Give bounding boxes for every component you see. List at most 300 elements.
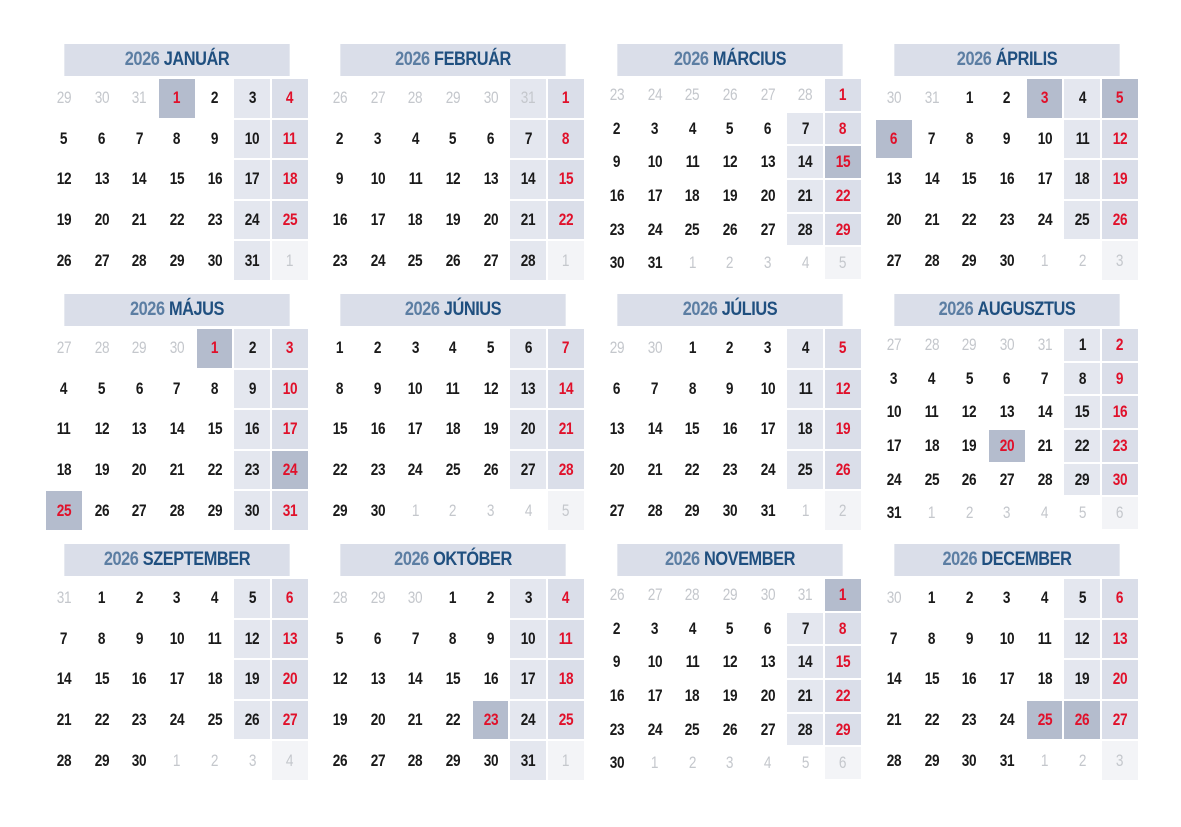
- week-row: [46, 620, 308, 659]
- day-number: 23: [370, 460, 385, 480]
- day-cell: [197, 660, 233, 699]
- week-row: [322, 579, 584, 618]
- day-number: 8: [927, 628, 936, 648]
- day-number: 15: [962, 169, 977, 189]
- day-number: 28: [169, 500, 185, 520]
- day-number: 21: [886, 710, 902, 730]
- day-number: 25: [408, 250, 423, 270]
- day-number: 11: [798, 378, 813, 398]
- day-number: 26: [332, 750, 348, 770]
- day-cell: [548, 120, 584, 159]
- day-cell: [159, 120, 195, 159]
- day-cell: [712, 680, 748, 712]
- day-number: 25: [558, 710, 574, 730]
- day-cell: [914, 120, 950, 159]
- month-6: [322, 294, 584, 532]
- week-row: [322, 701, 584, 740]
- day-cell: [876, 464, 912, 496]
- day-cell: [397, 410, 433, 449]
- day-cell: [360, 741, 396, 780]
- day-cell: [84, 741, 120, 780]
- day-cell: [272, 241, 308, 280]
- day-number: 19: [1112, 169, 1128, 189]
- day-cell: [1027, 329, 1063, 361]
- day-number: 30: [207, 250, 222, 270]
- day-cell: [787, 146, 823, 178]
- day-number: 6: [890, 128, 898, 148]
- day-cell: [989, 201, 1025, 240]
- day-cell: [674, 747, 710, 779]
- day-cell: [121, 160, 157, 199]
- day-number: 12: [722, 152, 738, 172]
- day-cell: [46, 120, 82, 159]
- day-cell: [397, 160, 433, 199]
- day-number: 27: [370, 88, 385, 108]
- day-number: 4: [562, 588, 570, 608]
- day-number: 1: [211, 338, 219, 358]
- day-number: 1: [801, 500, 809, 520]
- day-number: 22: [835, 685, 851, 705]
- day-number: 22: [924, 710, 939, 730]
- day-number: 28: [558, 460, 574, 480]
- day-number: 2: [613, 618, 621, 638]
- day-number: 21: [408, 710, 423, 730]
- day-cell: [435, 120, 471, 159]
- month-name: OKTÓBER: [433, 549, 512, 570]
- day-number: 14: [886, 669, 902, 689]
- day-number: 28: [685, 584, 700, 604]
- day-cell: [1064, 464, 1100, 496]
- day-cell: [435, 660, 471, 699]
- day-cell: [1064, 120, 1100, 159]
- day-cell: [159, 579, 195, 618]
- week-row: [876, 701, 1138, 740]
- day-number: 4: [60, 378, 68, 398]
- day-cell: [1064, 396, 1100, 428]
- day-number: 31: [760, 500, 775, 520]
- day-cell: [121, 579, 157, 618]
- day-cell: [473, 660, 509, 699]
- day-number: 15: [558, 169, 574, 189]
- day-number: 30: [1112, 469, 1128, 489]
- day-cell: [1102, 201, 1138, 240]
- day-cell: [397, 660, 433, 699]
- day-number: 19: [332, 710, 348, 730]
- day-cell: [1027, 430, 1063, 462]
- day-cell: [951, 620, 987, 659]
- day-number: 13: [886, 169, 902, 189]
- day-number: 15: [207, 419, 222, 439]
- day-cell: [951, 741, 987, 780]
- day-number: 30: [886, 588, 902, 608]
- day-number: 7: [524, 128, 532, 148]
- month-grid: [322, 79, 584, 280]
- day-cell: [787, 579, 823, 611]
- day-number: 30: [483, 750, 498, 770]
- day-cell: [121, 451, 157, 490]
- day-number: 7: [801, 618, 809, 638]
- month-header: [894, 294, 1119, 326]
- day-number: 15: [445, 669, 461, 689]
- day-cell: [510, 451, 546, 490]
- day-number: 31: [521, 88, 536, 108]
- day-number: 4: [411, 128, 419, 148]
- day-number: 4: [1078, 88, 1086, 108]
- day-cell: [712, 410, 748, 449]
- day-cell: [272, 120, 308, 159]
- day-number: 9: [135, 628, 143, 648]
- month-name: ÁPRILIS: [995, 49, 1058, 70]
- day-cell: [1102, 430, 1138, 462]
- day-cell: [548, 579, 584, 618]
- day-cell: [825, 613, 861, 645]
- day-cell: [599, 410, 635, 449]
- day-cell: [787, 747, 823, 779]
- day-number: 6: [764, 618, 772, 638]
- day-cell: [234, 241, 270, 280]
- day-number: 17: [999, 669, 1015, 689]
- day-cell: [750, 146, 786, 178]
- day-number: 17: [245, 169, 260, 189]
- day-number: 5: [726, 118, 734, 138]
- day-number: 29: [169, 250, 185, 270]
- day-cell: [46, 410, 82, 449]
- day-cell: [121, 660, 157, 699]
- month-name: NOVEMBER: [703, 549, 795, 570]
- day-number: 25: [798, 460, 813, 480]
- week-row: [46, 451, 308, 490]
- day-cell: [121, 620, 157, 659]
- day-cell: [989, 363, 1025, 395]
- day-number: 16: [962, 669, 977, 689]
- day-cell: [637, 214, 673, 246]
- day-cell: [876, 579, 912, 618]
- day-cell: [750, 113, 786, 145]
- day-cell: [272, 451, 308, 490]
- day-number: 27: [886, 250, 902, 270]
- day-cell: [473, 741, 509, 780]
- month-grid: [46, 329, 308, 530]
- week-row: [46, 241, 308, 280]
- day-cell: [637, 180, 673, 212]
- day-number: 20: [999, 435, 1015, 455]
- day-number: 21: [56, 710, 72, 730]
- week-row: [876, 396, 1138, 428]
- day-number: 2: [487, 588, 495, 608]
- day-number: 3: [650, 618, 659, 638]
- day-number: 6: [373, 628, 382, 648]
- day-number: 16: [609, 185, 625, 205]
- day-cell: [599, 613, 635, 645]
- day-number: 15: [924, 669, 939, 689]
- week-row: [876, 464, 1138, 496]
- day-cell: [272, 741, 308, 780]
- day-number: 5: [839, 338, 847, 358]
- day-number: 28: [56, 750, 72, 770]
- day-number: 3: [1116, 250, 1124, 270]
- day-cell: [750, 646, 786, 678]
- day-cell: [914, 741, 950, 780]
- day-cell: [637, 329, 673, 368]
- day-cell: [914, 579, 950, 618]
- day-cell: [825, 146, 861, 178]
- month-grid: [599, 329, 861, 530]
- month-5: [46, 294, 308, 532]
- day-cell: [989, 396, 1025, 428]
- day-number: 4: [1041, 503, 1049, 523]
- day-number: 27: [1112, 710, 1128, 730]
- day-cell: [787, 180, 823, 212]
- day-number: 14: [132, 169, 147, 189]
- day-number: 17: [169, 669, 185, 689]
- month-grid: [322, 329, 584, 530]
- day-cell: [272, 160, 308, 199]
- day-number: 6: [839, 753, 847, 773]
- month-year: 2026: [103, 549, 139, 570]
- day-cell: [674, 370, 710, 409]
- day-cell: [159, 79, 195, 118]
- day-number: 20: [483, 210, 498, 230]
- day-cell: [674, 214, 710, 246]
- day-number: 21: [169, 460, 185, 480]
- month-year: 2026: [124, 49, 160, 70]
- day-number: 2: [613, 118, 621, 138]
- week-row: [599, 180, 861, 212]
- day-number: 25: [924, 469, 939, 489]
- day-cell: [1102, 660, 1138, 699]
- day-cell: [989, 741, 1025, 780]
- month-name: JÚLIUS: [721, 299, 778, 320]
- day-number: 2: [211, 88, 219, 108]
- day-number: 30: [245, 500, 260, 520]
- day-cell: [397, 79, 433, 118]
- day-cell: [712, 613, 748, 645]
- day-number: 11: [283, 128, 297, 148]
- day-number: 1: [173, 88, 181, 108]
- day-number: 5: [248, 588, 256, 608]
- day-cell: [599, 247, 635, 279]
- day-number: 10: [282, 378, 298, 398]
- week-row: [46, 201, 308, 240]
- day-cell: [876, 160, 912, 199]
- day-number: 1: [562, 750, 570, 770]
- day-cell: [234, 370, 270, 409]
- day-number: 13: [282, 628, 298, 648]
- day-cell: [159, 620, 195, 659]
- day-number: 26: [56, 250, 72, 270]
- day-number: 8: [211, 378, 219, 398]
- day-cell: [825, 180, 861, 212]
- day-cell: [548, 451, 584, 490]
- day-number: 4: [211, 588, 219, 608]
- day-number: 3: [487, 500, 495, 520]
- day-number: 29: [94, 750, 109, 770]
- day-number: 25: [445, 460, 461, 480]
- day-number: 10: [647, 652, 662, 672]
- day-cell: [473, 491, 509, 530]
- day-number: 16: [1112, 402, 1128, 422]
- day-cell: [637, 714, 673, 746]
- day-cell: [876, 701, 912, 740]
- day-number: 1: [336, 338, 344, 358]
- day-number: 28: [332, 588, 348, 608]
- day-number: 10: [245, 128, 260, 148]
- month-name: DECEMBER: [981, 549, 1072, 570]
- month-2: [322, 44, 584, 282]
- month-grid: [876, 79, 1138, 280]
- day-number: 25: [282, 210, 298, 230]
- day-cell: [1102, 396, 1138, 428]
- day-number: 18: [558, 669, 574, 689]
- day-number: 11: [57, 419, 71, 439]
- day-cell: [825, 79, 861, 111]
- day-number: 8: [839, 618, 847, 638]
- day-number: 29: [1075, 469, 1090, 489]
- week-row: [876, 660, 1138, 699]
- day-cell: [548, 201, 584, 240]
- day-number: 19: [722, 185, 738, 205]
- day-cell: [360, 410, 396, 449]
- day-number: 10: [1037, 128, 1052, 148]
- week-row: [876, 620, 1138, 659]
- week-row: [876, 579, 1138, 618]
- day-number: 30: [760, 584, 775, 604]
- day-cell: [750, 247, 786, 279]
- day-cell: [510, 79, 546, 118]
- day-number: 25: [1075, 210, 1090, 230]
- day-number: 29: [609, 338, 625, 358]
- day-number: 19: [722, 685, 738, 705]
- day-number: 12: [56, 169, 72, 189]
- day-cell: [121, 201, 157, 240]
- day-cell: [322, 491, 358, 530]
- day-number: 12: [835, 378, 851, 398]
- day-number: 12: [962, 402, 977, 422]
- day-cell: [876, 120, 912, 159]
- day-number: 4: [286, 88, 294, 108]
- day-number: 3: [411, 338, 419, 358]
- day-cell: [876, 396, 912, 428]
- day-cell: [473, 701, 509, 740]
- day-number: 18: [282, 169, 298, 189]
- day-number: 18: [1037, 669, 1052, 689]
- day-cell: [84, 660, 120, 699]
- day-number: 5: [449, 128, 457, 148]
- day-number: 24: [647, 84, 662, 104]
- day-number: 31: [56, 588, 72, 608]
- day-number: 27: [282, 710, 298, 730]
- month-year: 2026: [673, 49, 709, 70]
- month-header: [340, 294, 565, 326]
- day-cell: [637, 410, 673, 449]
- day-number: 6: [1116, 588, 1124, 608]
- day-number: 3: [764, 253, 772, 273]
- day-cell: [989, 497, 1025, 529]
- day-number: 2: [135, 588, 143, 608]
- day-number: 27: [760, 719, 775, 739]
- day-number: 18: [207, 669, 222, 689]
- day-number: 13: [483, 169, 498, 189]
- month-grid: [322, 579, 584, 780]
- day-cell: [1064, 430, 1100, 462]
- day-cell: [914, 396, 950, 428]
- day-cell: [46, 579, 82, 618]
- day-number: 2: [1116, 334, 1124, 354]
- day-number: 3: [1003, 588, 1011, 608]
- day-number: 11: [685, 652, 700, 672]
- day-cell: [712, 714, 748, 746]
- day-number: 23: [483, 710, 498, 730]
- week-row: [46, 701, 308, 740]
- week-row: [322, 451, 584, 490]
- day-cell: [473, 201, 509, 240]
- day-number: 15: [94, 669, 109, 689]
- day-cell: [876, 497, 912, 529]
- week-row: [876, 201, 1138, 240]
- day-number: 29: [56, 88, 72, 108]
- day-number: 17: [1037, 169, 1052, 189]
- day-number: 21: [924, 210, 939, 230]
- day-number: 27: [94, 250, 109, 270]
- day-cell: [750, 180, 786, 212]
- day-number: 21: [521, 210, 536, 230]
- day-cell: [1102, 701, 1138, 740]
- day-number: 22: [94, 710, 109, 730]
- day-cell: [637, 747, 673, 779]
- day-cell: [1027, 79, 1063, 118]
- day-number: 5: [1078, 503, 1086, 523]
- day-number: 12: [1112, 128, 1128, 148]
- day-cell: [674, 113, 710, 145]
- day-cell: [599, 714, 635, 746]
- day-cell: [712, 79, 748, 111]
- day-cell: [234, 329, 270, 368]
- day-number: 16: [483, 669, 498, 689]
- day-number: 29: [445, 88, 461, 108]
- day-cell: [951, 201, 987, 240]
- month-year: 2026: [682, 299, 718, 320]
- day-cell: [674, 646, 710, 678]
- day-cell: [1064, 201, 1100, 240]
- week-row: [599, 451, 861, 490]
- day-number: 11: [207, 628, 222, 648]
- day-number: 7: [801, 118, 809, 138]
- day-number: 14: [924, 169, 939, 189]
- week-row: [46, 491, 308, 530]
- day-number: 24: [760, 460, 775, 480]
- day-number: 13: [521, 378, 536, 398]
- day-number: 5: [1078, 588, 1086, 608]
- day-cell: [1027, 464, 1063, 496]
- day-number: 20: [886, 210, 902, 230]
- day-cell: [1064, 329, 1100, 361]
- day-number: 23: [132, 710, 147, 730]
- day-cell: [84, 79, 120, 118]
- day-number: 2: [1003, 88, 1011, 108]
- day-cell: [435, 370, 471, 409]
- day-cell: [548, 741, 584, 780]
- day-cell: [360, 329, 396, 368]
- day-number: 3: [1041, 88, 1049, 108]
- day-cell: [548, 241, 584, 280]
- day-number: 21: [132, 210, 147, 230]
- day-number: 3: [726, 753, 734, 773]
- day-number: 29: [445, 750, 461, 770]
- day-number: 26: [835, 460, 851, 480]
- day-cell: [951, 79, 987, 118]
- day-cell: [234, 201, 270, 240]
- week-row: [876, 120, 1138, 159]
